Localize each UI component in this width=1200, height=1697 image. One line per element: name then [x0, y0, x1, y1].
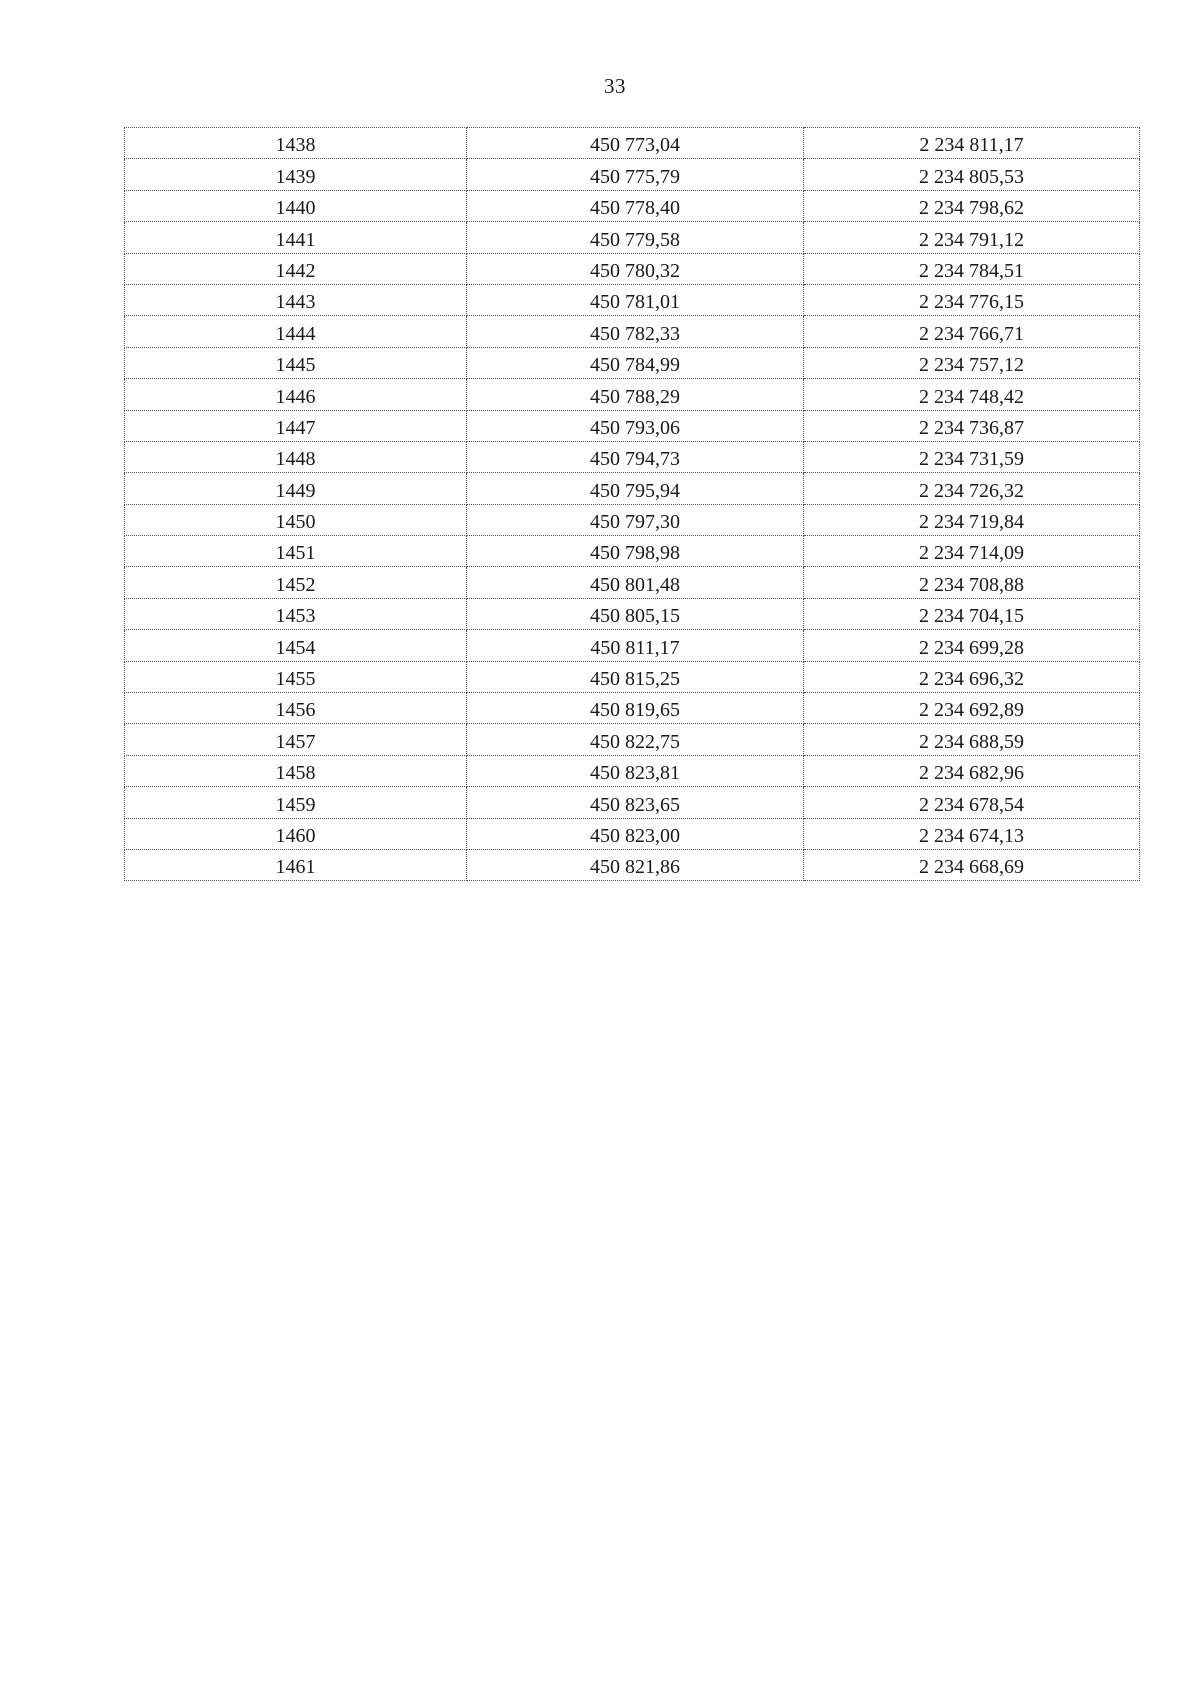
y-coordinate-cell: 2 234 811,17 — [804, 128, 1140, 159]
x-coordinate-cell: 450 773,04 — [467, 128, 804, 159]
point-number-cell: 1446 — [125, 379, 467, 410]
x-coordinate-cell: 450 797,30 — [467, 504, 804, 535]
point-number-cell: 1441 — [125, 222, 467, 253]
x-coordinate-cell: 450 794,73 — [467, 441, 804, 472]
point-number-cell: 1440 — [125, 190, 467, 221]
point-number-cell: 1453 — [125, 598, 467, 629]
table-row — [125, 379, 1140, 410]
table-row — [125, 598, 1140, 629]
x-coordinate-cell: 450 801,48 — [467, 567, 804, 598]
x-coordinate-cell: 450 779,58 — [467, 222, 804, 253]
y-coordinate-cell: 2 234 678,54 — [804, 787, 1140, 818]
table-row — [125, 441, 1140, 472]
x-coordinate-cell: 450 775,79 — [467, 159, 804, 190]
y-coordinate-cell: 2 234 719,84 — [804, 504, 1140, 535]
x-coordinate-cell: 450 798,98 — [467, 536, 804, 567]
table-row — [125, 347, 1140, 378]
table-row — [125, 159, 1140, 190]
x-coordinate-cell: 450 815,25 — [467, 661, 804, 692]
y-coordinate-cell: 2 234 805,53 — [804, 159, 1140, 190]
table-row — [125, 410, 1140, 441]
x-coordinate-cell: 450 822,75 — [467, 724, 804, 755]
point-number-cell: 1447 — [125, 410, 467, 441]
point-number-cell: 1461 — [125, 849, 467, 880]
x-coordinate-cell: 450 821,86 — [467, 849, 804, 880]
y-coordinate-cell: 2 234 731,59 — [804, 441, 1140, 472]
x-coordinate-cell: 450 784,99 — [467, 347, 804, 378]
table-row — [125, 630, 1140, 661]
table-row — [125, 787, 1140, 818]
table-row — [125, 253, 1140, 284]
y-coordinate-cell: 2 234 696,32 — [804, 661, 1140, 692]
y-coordinate-cell: 2 234 757,12 — [804, 347, 1140, 378]
x-coordinate-cell: 450 780,32 — [467, 253, 804, 284]
point-number-cell: 1454 — [125, 630, 467, 661]
x-coordinate-cell: 450 793,06 — [467, 410, 804, 441]
y-coordinate-cell: 2 234 784,51 — [804, 253, 1140, 284]
table-row — [125, 849, 1140, 880]
y-coordinate-cell: 2 234 798,62 — [804, 190, 1140, 221]
point-number-cell: 1458 — [125, 755, 467, 786]
y-coordinate-cell: 2 234 776,15 — [804, 284, 1140, 315]
point-number-cell: 1442 — [125, 253, 467, 284]
x-coordinate-cell: 450 823,65 — [467, 787, 804, 818]
table-row — [125, 284, 1140, 315]
table-row — [125, 128, 1140, 159]
point-number-cell: 1449 — [125, 473, 467, 504]
x-coordinate-cell: 450 823,81 — [467, 755, 804, 786]
coordinates-table — [124, 127, 1140, 881]
y-coordinate-cell: 2 234 704,15 — [804, 598, 1140, 629]
x-coordinate-cell: 450 788,29 — [467, 379, 804, 410]
table-row — [125, 818, 1140, 849]
table-body — [125, 128, 1140, 881]
y-coordinate-cell: 2 234 791,12 — [804, 222, 1140, 253]
point-number-cell: 1439 — [125, 159, 467, 190]
point-number-cell: 1443 — [125, 284, 467, 315]
point-number-cell: 1456 — [125, 693, 467, 724]
y-coordinate-cell: 2 234 714,09 — [804, 536, 1140, 567]
y-coordinate-cell: 2 234 748,42 — [804, 379, 1140, 410]
y-coordinate-cell: 2 234 692,89 — [804, 693, 1140, 724]
point-number-cell: 1448 — [125, 441, 467, 472]
y-coordinate-cell: 2 234 708,88 — [804, 567, 1140, 598]
point-number-cell: 1451 — [125, 536, 467, 567]
table-row — [125, 316, 1140, 347]
point-number-cell: 1438 — [125, 128, 467, 159]
y-coordinate-cell: 2 234 682,96 — [804, 755, 1140, 786]
table-row — [125, 504, 1140, 535]
point-number-cell: 1455 — [125, 661, 467, 692]
y-coordinate-cell: 2 234 726,32 — [804, 473, 1140, 504]
table-row — [125, 222, 1140, 253]
x-coordinate-cell: 450 823,00 — [467, 818, 804, 849]
x-coordinate-cell: 450 819,65 — [467, 693, 804, 724]
table-row — [125, 190, 1140, 221]
table-row — [125, 536, 1140, 567]
point-number-cell: 1452 — [125, 567, 467, 598]
table-row — [125, 661, 1140, 692]
point-number-cell: 1457 — [125, 724, 467, 755]
x-coordinate-cell: 450 805,15 — [467, 598, 804, 629]
y-coordinate-cell: 2 234 668,69 — [804, 849, 1140, 880]
point-number-cell: 1444 — [125, 316, 467, 347]
x-coordinate-cell: 450 811,17 — [467, 630, 804, 661]
y-coordinate-cell: 2 234 766,71 — [804, 316, 1140, 347]
table-row — [125, 567, 1140, 598]
table-row — [125, 755, 1140, 786]
page-number: 33 — [604, 74, 626, 98]
y-coordinate-cell: 2 234 674,13 — [804, 818, 1140, 849]
point-number-cell: 1450 — [125, 504, 467, 535]
x-coordinate-cell: 450 778,40 — [467, 190, 804, 221]
x-coordinate-cell: 450 781,01 — [467, 284, 804, 315]
table-row — [125, 473, 1140, 504]
y-coordinate-cell: 2 234 736,87 — [804, 410, 1140, 441]
point-number-cell: 1460 — [125, 818, 467, 849]
x-coordinate-cell: 450 782,33 — [467, 316, 804, 347]
table-row — [125, 693, 1140, 724]
y-coordinate-cell: 2 234 688,59 — [804, 724, 1140, 755]
point-number-cell: 1459 — [125, 787, 467, 818]
y-coordinate-cell: 2 234 699,28 — [804, 630, 1140, 661]
table-row — [125, 724, 1140, 755]
point-number-cell: 1445 — [125, 347, 467, 378]
x-coordinate-cell: 450 795,94 — [467, 473, 804, 504]
